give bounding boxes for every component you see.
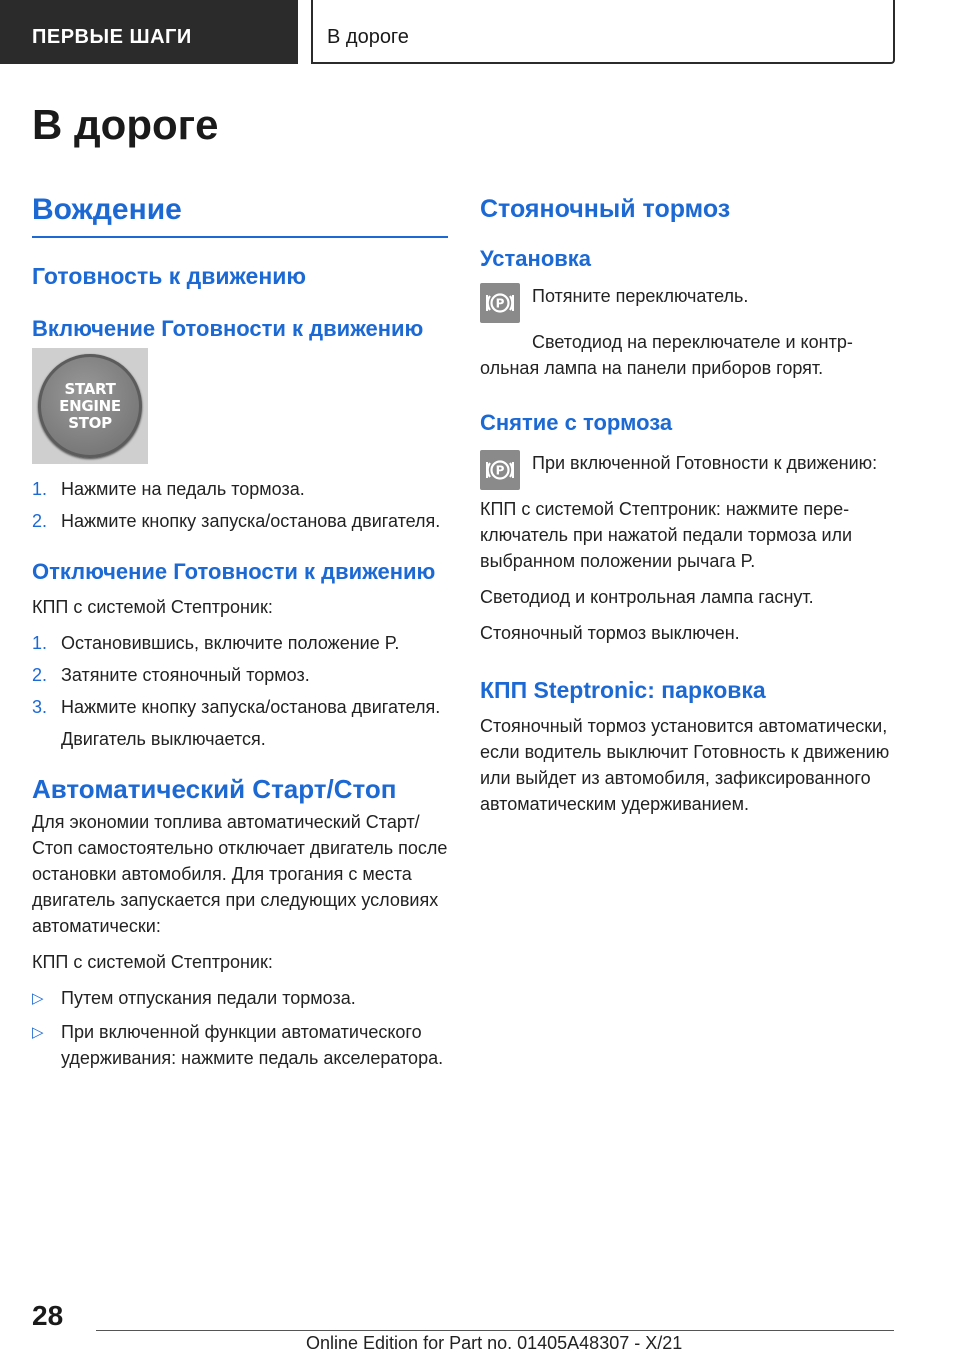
step-number: 1. — [32, 479, 48, 500]
bullet-text: При включенной функции автоматического удерживания: нажмите педаль акселератора. — [61, 1021, 444, 1068]
release-text-1: При включенной Готовности к движению: — [532, 453, 878, 474]
disable-intro: КПП с системой Стептроник: — [32, 596, 273, 617]
right-column — [480, 188, 900, 817]
set-text-2: Светодиод на переключателе и контрольная лампа на панели приборов горят. — [480, 331, 853, 378]
triangle-bullet-icon: ▷ — [32, 1023, 44, 1041]
list-item — [32, 694, 448, 720]
footer-divider — [96, 1330, 894, 1331]
svg-text:P: P — [495, 463, 505, 478]
chapter-tab — [311, 0, 895, 64]
section-tab — [0, 0, 298, 64]
driving-heading: Вождение — [32, 188, 448, 238]
step-text: Остановившись, включите положение P. — [61, 632, 400, 653]
step-text: Нажмите кнопку запуска/останова двигателя. — [61, 696, 441, 717]
steptronic-text: Стояночный тормоз установится автоматически, если водитель выключит Готовность к движению или выйдет из автомобиля, зафиксированного автоматическим удерживанием. — [480, 716, 890, 814]
set-heading: Установка — [480, 246, 592, 272]
parking-brake-heading: Стояночный тормоз — [480, 195, 731, 223]
page-number: 28 — [32, 1300, 64, 1331]
autostart-heading: Автоматический Старт/Стоп — [32, 773, 397, 804]
step-number: 3. — [32, 696, 48, 717]
set-block — [480, 283, 900, 323]
list-item — [32, 630, 448, 656]
release-text-2: КПП с системой Стептроник: нажмите переключатель при нажатой педали тормоза или выбранном положении рычага P. — [480, 499, 853, 572]
page-title: В дороге — [32, 101, 219, 148]
enable-steps — [32, 476, 448, 534]
step-text: Нажмите кнопку запуска/останова двигателя. — [61, 511, 441, 532]
release-block — [480, 450, 900, 490]
disable-result: Двигатель выключается. — [61, 728, 266, 749]
start-label: START — [64, 379, 116, 398]
step-text: Нажмите на педаль тормоза. — [61, 479, 305, 500]
list-item — [32, 662, 448, 688]
triangle-bullet-icon: ▷ — [32, 989, 44, 1007]
readiness-heading: Готовность к движению — [32, 263, 306, 289]
list-item — [32, 985, 448, 1011]
list-item — [32, 508, 448, 534]
left-column — [32, 188, 448, 1071]
step-number: 2. — [32, 511, 48, 532]
release-heading: Снятие с тормоза — [480, 409, 673, 435]
step-number: 1. — [32, 632, 48, 653]
autostart-bullets — [32, 985, 448, 1071]
disable-heading: Отключение Готовности к движению — [32, 559, 436, 585]
release-text-3: Светодиод и контрольная лампа гаснут. — [480, 587, 814, 608]
set-text-1: Потяните переключатель. — [532, 285, 749, 306]
start-stop-icon — [38, 354, 142, 458]
svg-text:P: P — [495, 296, 505, 311]
release-text-4: Стояночный тормоз выключен. — [480, 623, 740, 644]
stop-label: STOP — [68, 413, 112, 432]
step-number: 2. — [32, 664, 48, 685]
step-text: Затяните стояночный тормоз. — [61, 664, 310, 685]
section-label: ПЕРВЫЕ ШАГИ — [32, 26, 192, 48]
disable-steps — [32, 630, 448, 752]
engine-label: ENGINE — [59, 396, 121, 415]
autostart-text: Для экономии топлива автоматический Старт/Стоп самостоятельно отключает двигатель после остановки автомобиля. Для трогания с места двигатель запускается при следующих условиях автоматически: — [32, 811, 448, 936]
parking-brake-icon — [480, 450, 520, 490]
edition-note: Online Edition for Part no. 01405A48307 - X/21 — [306, 1333, 683, 1353]
steptronic-heading: КПП Steptronic: парковка — [480, 677, 766, 704]
start-engine-button-image — [32, 348, 148, 464]
bullet-text: Путем отпускания педали тормоза. — [61, 987, 356, 1008]
list-item — [32, 1019, 448, 1071]
list-item — [32, 476, 448, 502]
autostart-intro: КПП с системой Стептроник: — [32, 951, 273, 972]
enable-heading: Включение Готовности к движению — [32, 315, 424, 341]
parking-brake-icon — [480, 283, 520, 323]
chapter-label: В дороге — [327, 26, 409, 48]
